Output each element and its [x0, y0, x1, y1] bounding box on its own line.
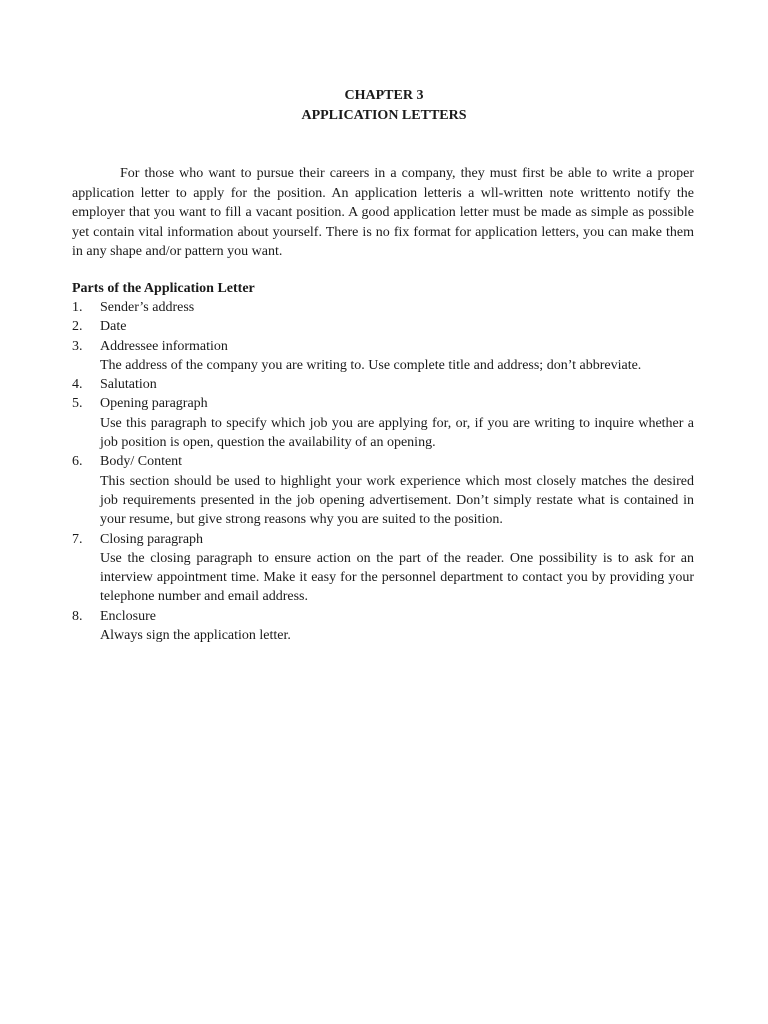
parts-heading: Parts of the Application Letter: [72, 281, 255, 296]
intro-paragraph: For those who want to pursue their careers in a company, they must first be able to write a proper application letter to apply for the position. An application letteris a wll-written note writtento notify the employer that you want to fill a vacant position. A good application letter must be made as simple as possible yet contain vital information about yourself. There is no fix format for application letters, you can make them in any shape and/or pattern you want.: [72, 166, 694, 259]
item-number: 3.: [72, 338, 83, 354]
item-description: Always sign the application letter.: [100, 628, 291, 644]
item-label: Closing paragraph: [100, 531, 204, 547]
item-number: 2.: [72, 319, 83, 335]
item-number: 4.: [72, 377, 83, 393]
item-label: Salutation: [100, 377, 157, 393]
item-label: Sender’s address: [100, 300, 195, 315]
list-item: [72, 607, 694, 646]
chapter-number: CHAPTER 3: [344, 88, 424, 103]
item-label: Date: [100, 319, 127, 335]
item-label: Body/ Content: [100, 454, 183, 470]
chapter-header: [0, 86, 768, 125]
item-label: Addressee information: [100, 338, 228, 354]
chapter-title: APPLICATION LETTERS: [301, 107, 467, 123]
item-description: Use this paragraph to specify which job you are applying for, or, if you are writing to inquire whether a job position is open, question the availability of an opening.: [100, 415, 694, 451]
list-item: [72, 375, 694, 394]
list-item: [72, 317, 694, 336]
list-item: [72, 394, 694, 452]
item-number: 6.: [72, 454, 83, 470]
item-description: Use the closing paragraph to ensure action on the part of the reader. One possibility is to ask for an interview appointment time. Make it easy for the personnel department to contact you by providing your telephone number and email address.: [100, 550, 694, 605]
item-number: 7.: [72, 531, 83, 547]
item-number: 5.: [72, 396, 83, 412]
list-item: [72, 337, 694, 376]
item-number: 8.: [72, 608, 83, 624]
list-item: [72, 530, 694, 607]
item-description: The address of the company you are writing to. Use complete title and address; don’t abbreviate.: [100, 357, 642, 373]
item-label: Enclosure: [100, 608, 156, 624]
item-number: 1.: [72, 300, 83, 315]
list-item: [72, 452, 694, 529]
parts-list: [72, 298, 694, 645]
list-item: [72, 298, 694, 317]
item-description: This section should be used to highlight your work experience which most closely matches the desired job requirements presented in the job opening advertisement. Don’t simply restate what is contained in your resume, but give strong reasons why you are suited to the position.: [100, 473, 694, 528]
item-label: Opening paragraph: [100, 396, 208, 412]
